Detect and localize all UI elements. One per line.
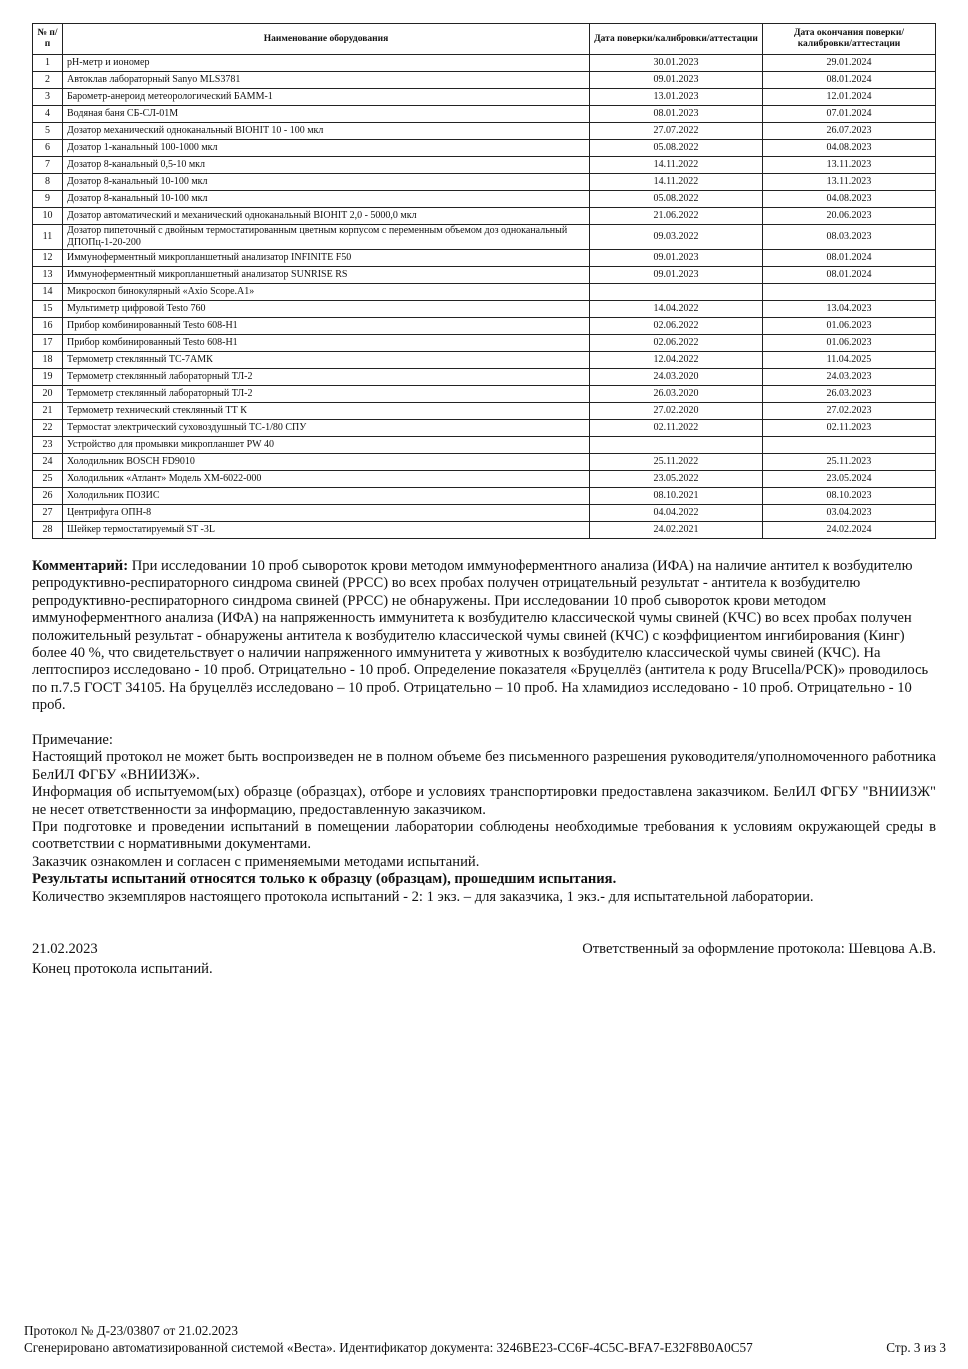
table-row — [33, 157, 936, 174]
footer-page-number: Стр. 3 из 3 — [886, 1340, 946, 1355]
table-row — [33, 505, 936, 522]
table-row — [33, 335, 936, 352]
table-header-row — [33, 24, 936, 55]
cell-num: 5 — [33, 123, 63, 140]
cell-name: Иммуноферментный микропланшетный анализатор SUNRISE RS — [63, 267, 590, 284]
cell-date-check: 05.08.2022 — [590, 140, 763, 157]
cell-name: рН-метр и иономер — [63, 55, 590, 72]
equipment-table-body — [33, 55, 936, 539]
table-row — [33, 140, 936, 157]
cell-num: 15 — [33, 301, 63, 318]
cell-date-end: 08.01.2024 — [763, 72, 936, 89]
cell-name: Термометр стеклянный лабораторный ТЛ-2 — [63, 369, 590, 386]
cell-date-check — [590, 284, 763, 301]
cell-num: 22 — [33, 420, 63, 437]
cell-date-end: 08.10.2023 — [763, 488, 936, 505]
comment-text: При исследовании 10 проб сывороток крови методом иммуноферментного анализа (ИФА) на наличие антител к возбудителю репродуктивно-респираторного синдрома свиней (РРСС) во всех пробах получен отрицательный результат - антитела к возбудителю репродуктивно-респираторного синдрома свиней (РРСС) не обнаружены. При исследовании 10 проб сывороток крови методом иммуноферментного анализа (ИФА) на напряженность иммунитета к возбудителю классической чумы свиней (КЧС) во всех пробах получен положительный результат - обнаружены антитела к возбудителю классической чумы свиней (КЧС) с коэффициентом ингибирования (Кинг) более 40 %, что свидетельствует о наличии напряженного иммунитета у животных к возбудителю классической чумы свиней (КЧС). На лептоспироз исследовано - 10 проб. Отрицательно - 10 проб. Определение показателя «Бруцеллёз (антитела к роду Brucella/РСК)» проводилось по п.7.5 ГОСТ 34105. На бруцеллёз исследовано – 10 проб. Отрицательно – 10 проб. На хламидиоз исследовано - 10 проб. Отрицательно - 10 проб. — [32, 558, 929, 714]
cell-num: 21 — [33, 403, 63, 420]
cell-date-end: 04.08.2023 — [763, 140, 936, 157]
cell-num: 3 — [33, 89, 63, 106]
cell-name: Автоклав лабораторный Sanyo MLS3781 — [63, 72, 590, 89]
cell-date-check: 08.10.2021 — [590, 488, 763, 505]
cell-date-check: 09.01.2023 — [590, 72, 763, 89]
cell-date-check: 02.06.2022 — [590, 318, 763, 335]
cell-num: 28 — [33, 522, 63, 539]
responsible-person: Ответственный за оформление протокола: Шевцова А.В. — [582, 941, 936, 957]
cell-name: Шейкер термостатируемый ST -3L — [63, 522, 590, 539]
cell-date-check: 09.03.2022 — [590, 225, 763, 250]
cell-name: Термометр стеклянный лабораторный ТЛ-2 — [63, 386, 590, 403]
cell-num: 12 — [33, 250, 63, 267]
cell-date-end: 24.03.2023 — [763, 369, 936, 386]
table-row — [33, 420, 936, 437]
cell-date-check: 09.01.2023 — [590, 267, 763, 284]
cell-date-check: 04.04.2022 — [590, 505, 763, 522]
cell-date-end: 04.08.2023 — [763, 191, 936, 208]
cell-name: Дозатор 1-канальный 100-1000 мкл — [63, 140, 590, 157]
notes-title: Примечание: — [32, 732, 113, 748]
equipment-table — [32, 23, 936, 539]
cell-name: Дозатор пипеточный с двойным термостатированным цветным корпусом с переменным объемом доз одноканальный ДПОПц-1-20-200 — [63, 225, 590, 250]
table-row — [33, 174, 936, 191]
cell-date-check: 27.02.2020 — [590, 403, 763, 420]
cell-num: 11 — [33, 225, 63, 250]
cell-date-end: 29.01.2024 — [763, 55, 936, 72]
cell-name: Холодильник ПОЗИС — [63, 488, 590, 505]
cell-date-check: 26.03.2020 — [590, 386, 763, 403]
table-row — [33, 225, 936, 250]
cell-name: Центрифуга ОПН-8 — [63, 505, 590, 522]
cell-date-end: 12.01.2024 — [763, 89, 936, 106]
table-row — [33, 106, 936, 123]
cell-num: 23 — [33, 437, 63, 454]
end-of-protocol: Конец протокола испытаний. — [32, 961, 213, 977]
cell-date-end: 25.11.2023 — [763, 454, 936, 471]
cell-num: 7 — [33, 157, 63, 174]
cell-name: Мультиметр цифровой Testo 760 — [63, 301, 590, 318]
footer-protocol-number: Протокол № Д-23/03807 от 21.02.2023 — [24, 1323, 238, 1338]
cell-date-end: 26.07.2023 — [763, 123, 936, 140]
cell-name: Прибор комбинированный Testo 608-H1 — [63, 318, 590, 335]
header-num: № п/п — [33, 24, 63, 55]
cell-name: Термометр стеклянный ТС-7АМК — [63, 352, 590, 369]
cell-name: Прибор комбинированный Testo 608-H1 — [63, 335, 590, 352]
cell-date-end: 07.01.2024 — [763, 106, 936, 123]
table-row — [33, 437, 936, 454]
table-row — [33, 454, 936, 471]
note-item: Заказчик ознакомлен и согласен с применяемыми методами испытаний. — [32, 853, 480, 870]
cell-date-end: 24.02.2024 — [763, 522, 936, 539]
table-row — [33, 369, 936, 386]
cell-num: 13 — [33, 267, 63, 284]
cell-date-end — [763, 284, 936, 301]
cell-name: Водяная баня СБ-СЛ-01М — [63, 106, 590, 123]
cell-name: Дозатор механический одноканальный BIOHIT 10 - 100 мкл — [63, 123, 590, 140]
table-row — [33, 250, 936, 267]
footer-generated-by: Сгенерировано автоматизированной системой «Веста». Идентификатор документа: 3246BE23-CC6F-4C5C-BFA7-E32F8B0A0C57 — [24, 1340, 753, 1355]
cell-date-check: 30.01.2023 — [590, 55, 763, 72]
cell-num: 17 — [33, 335, 63, 352]
cell-name: Иммуноферментный микропланшетный анализатор INFINITE F50 — [63, 250, 590, 267]
table-row — [33, 267, 936, 284]
cell-date-check: 14.11.2022 — [590, 174, 763, 191]
cell-name: Дозатор 8-канальный 10-100 мкл — [63, 174, 590, 191]
cell-name: Устройство для промывки микропланшет PW 40 — [63, 437, 590, 454]
table-row — [33, 191, 936, 208]
cell-date-check: 08.01.2023 — [590, 106, 763, 123]
table-row — [33, 318, 936, 335]
cell-date-end — [763, 437, 936, 454]
cell-date-end: 08.01.2024 — [763, 250, 936, 267]
cell-date-end: 20.06.2023 — [763, 208, 936, 225]
cell-date-end: 01.06.2023 — [763, 335, 936, 352]
cell-date-check: 25.11.2022 — [590, 454, 763, 471]
cell-name: Холодильник BOSCH FD9010 — [63, 454, 590, 471]
cell-date-check: 23.05.2022 — [590, 471, 763, 488]
table-row — [33, 386, 936, 403]
table-row — [33, 208, 936, 225]
cell-date-check — [590, 437, 763, 454]
cell-name: Микроскоп бинокулярный «Axio Scope.A1» — [63, 284, 590, 301]
cell-num: 18 — [33, 352, 63, 369]
cell-name: Дозатор 8-канальный 10-100 мкл — [63, 191, 590, 208]
cell-date-end: 26.03.2023 — [763, 386, 936, 403]
cell-date-end: 27.02.2023 — [763, 403, 936, 420]
cell-date-end: 08.03.2023 — [763, 225, 936, 250]
cell-name: Термостат электрический суховоздушный ТС-1/80 СПУ — [63, 420, 590, 437]
copies-statement: Количество экземпляров настоящего протокола испытаний - 2: 1 экз. – для заказчика, 1 экз.- для испытательной лаборатории. — [32, 888, 814, 905]
cell-date-check: 09.01.2023 — [590, 250, 763, 267]
cell-name: Барометр-анероид метеорологический БАММ-1 — [63, 89, 590, 106]
cell-date-end: 13.04.2023 — [763, 301, 936, 318]
cell-num: 1 — [33, 55, 63, 72]
cell-num: 24 — [33, 454, 63, 471]
comment-block — [32, 558, 936, 715]
cell-name: Термометр технический стеклянный ТТ К — [63, 403, 590, 420]
cell-date-check: 12.04.2022 — [590, 352, 763, 369]
cell-date-end: 23.05.2024 — [763, 471, 936, 488]
table-row — [33, 72, 936, 89]
cell-date-end: 03.04.2023 — [763, 505, 936, 522]
cell-date-check: 02.06.2022 — [590, 335, 763, 352]
cell-num: 20 — [33, 386, 63, 403]
cell-num: 9 — [33, 191, 63, 208]
cell-date-end: 11.04.2025 — [763, 352, 936, 369]
cell-num: 27 — [33, 505, 63, 522]
cell-date-check: 05.08.2022 — [590, 191, 763, 208]
table-row — [33, 522, 936, 539]
cell-num: 19 — [33, 369, 63, 386]
table-row — [33, 301, 936, 318]
table-row — [33, 123, 936, 140]
cell-num: 8 — [33, 174, 63, 191]
table-row — [33, 403, 936, 420]
cell-num: 10 — [33, 208, 63, 225]
note-item: Настоящий протокол не может быть воспроизведен не в полном объеме без письменного разрешения руководителя/уполномоченного работника БелИЛ ФГБУ «ВНИИЗЖ». — [32, 749, 936, 783]
cell-date-check: 27.07.2022 — [590, 123, 763, 140]
header-date-end: Дата окончания поверки/калибровки/аттестации — [763, 24, 936, 55]
cell-num: 16 — [33, 318, 63, 335]
table-row — [33, 352, 936, 369]
cell-date-end: 13.11.2023 — [763, 157, 936, 174]
cell-num: 26 — [33, 488, 63, 505]
cell-date-check: 14.04.2022 — [590, 301, 763, 318]
note-item: При подготовке и проведении испытаний в помещении лаборатории соблюдены необходимые требования к условиям окружающей среды в соответствии с нормативными документами. — [32, 819, 936, 853]
comment-label: Комментарий: — [32, 558, 129, 574]
results-statement: Результаты испытаний относятся только к образцу (образцам), прошедшим испытания. — [32, 871, 617, 888]
note-item: Информация об испытуемом(ых) образце (образцах), отборе и условиях транспортировки предоставлена заказчиком. БелИЛ ФГБУ "ВНИИЗЖ" не несет ответственности за информацию, предоставленную заказчиком. — [32, 784, 936, 818]
cell-date-end: 02.11.2023 — [763, 420, 936, 437]
table-row — [33, 471, 936, 488]
cell-num: 14 — [33, 284, 63, 301]
cell-date-check: 24.02.2021 — [590, 522, 763, 539]
header-name: Наименование оборудования — [63, 24, 590, 55]
cell-date-end: 08.01.2024 — [763, 267, 936, 284]
cell-name: Холодильник «Атлант» Модель ХМ-6022-000 — [63, 471, 590, 488]
cell-date-end: 13.11.2023 — [763, 174, 936, 191]
table-row — [33, 284, 936, 301]
notes-block — [32, 732, 936, 906]
cell-name: Дозатор 8-канальный 0,5-10 мкл — [63, 157, 590, 174]
cell-date-check: 24.03.2020 — [590, 369, 763, 386]
cell-num: 6 — [33, 140, 63, 157]
table-row — [33, 488, 936, 505]
cell-date-end: 01.06.2023 — [763, 318, 936, 335]
header-date-check: Дата поверки/калибровки/аттестации — [590, 24, 763, 55]
table-row — [33, 55, 936, 72]
cell-date-check: 14.11.2022 — [590, 157, 763, 174]
cell-date-check: 02.11.2022 — [590, 420, 763, 437]
cell-date-check: 21.06.2022 — [590, 208, 763, 225]
cell-date-check: 13.01.2023 — [590, 89, 763, 106]
cell-name: Дозатор автоматический и механический одноканальный BIOHIT 2,0 - 5000,0 мкл — [63, 208, 590, 225]
signature-date: 21.02.2023 — [32, 941, 98, 957]
table-row — [33, 89, 936, 106]
cell-num: 4 — [33, 106, 63, 123]
cell-num: 2 — [33, 72, 63, 89]
cell-num: 25 — [33, 471, 63, 488]
